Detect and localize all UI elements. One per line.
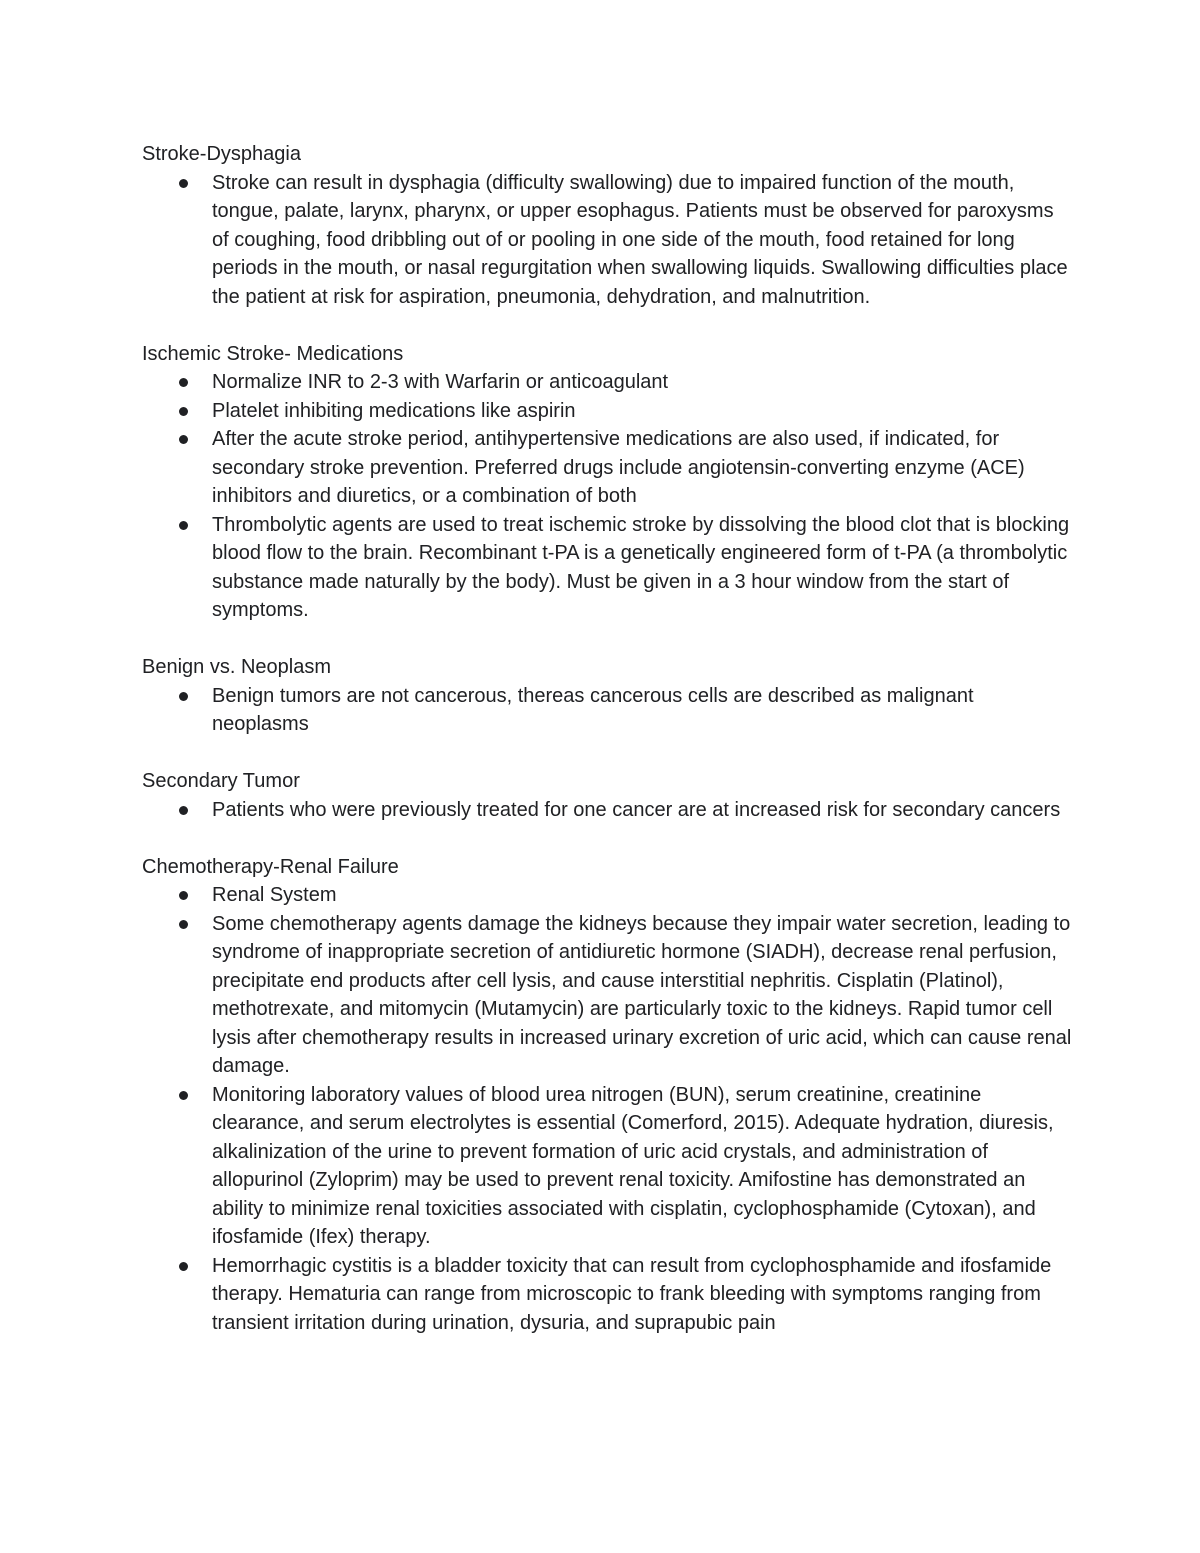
document-page — [142, 140, 1072, 1366]
section-stroke-dysphagia — [142, 140, 1072, 311]
section-heading: Ischemic Stroke- Medications — [142, 342, 404, 365]
bullet-icon — [179, 378, 188, 387]
section-heading: Chemotherapy-Renal Failure — [142, 855, 399, 878]
list-item — [142, 368, 1072, 397]
bullet-icon — [179, 1091, 188, 1100]
section-benign-vs-neoplasm — [142, 653, 1072, 739]
list-item-text: Benign tumors are not cancerous, thereas cancerous cells are described as malignant neoplasms — [212, 684, 974, 735]
list-item — [142, 1252, 1072, 1338]
list-item — [142, 425, 1072, 511]
bullet-list — [142, 368, 1072, 625]
section-ischemic-stroke-medications — [142, 340, 1072, 625]
list-item — [142, 881, 1072, 910]
bullet-icon — [179, 521, 188, 530]
list-item-text: After the acute stroke period, antihypertensive medications are also used, if indicated, for secondary stroke prevention. Preferred drugs include angiotensin-converting enzyme (ACE) inhibitors and diuretics, or a combination of both — [212, 428, 1025, 507]
bullet-list — [142, 881, 1072, 1337]
section-secondary-tumor — [142, 767, 1072, 824]
bullet-icon — [179, 1262, 188, 1271]
list-item-text: Patients who were previously treated for one cancer are at increased risk for secondary cancers — [212, 798, 1061, 821]
list-item-text: Platelet inhibiting medications like aspirin — [212, 399, 576, 422]
bullet-list — [142, 169, 1072, 312]
list-item-text: Thrombolytic agents are used to treat ischemic stroke by dissolving the blood clot that is blocking blood flow to the brain. Recombinant t-PA is a genetically engineered form of t-PA (a thrombolytic substance made naturally by the body). Must be given in a 3 hour window from the start of symptoms. — [212, 513, 1070, 621]
section-heading: Benign vs. Neoplasm — [142, 656, 331, 678]
bullet-icon — [179, 692, 188, 701]
list-item-text: Stroke can result in dysphagia (difficulty swallowing) due to impaired function of the mouth, tongue, palate, larynx, pharynx, or upper esophagus. Patients must be observed for paroxysms of coughing, food dribbling out of or pooling in one side of the mouth, food retained for long periods in the mouth, or nasal regurgitation when swallowing liquids. Swallowing difficulties place the patient at risk for aspiration, pneumonia, dehydration, and malnutrition. — [212, 171, 1068, 308]
section-heading: Stroke-Dysphagia — [142, 143, 301, 165]
bullet-icon — [179, 179, 188, 188]
list-item-text: Renal System — [212, 884, 337, 906]
list-item-text: Normalize INR to 2-3 with Warfarin or anticoagulant — [212, 371, 669, 393]
bullet-icon — [179, 891, 188, 900]
list-item-text: Some chemotherapy agents damage the kidneys because they impair water secretion, leading to syndrome of inappropriate secretion of antidiuretic hormone (SIADH), decrease renal perfusion, precipitate end products after cell lysis, and cause interstitial nephritis. Cisplatin (Platinol), methotrexate, and mitomycin (Mutamycin) are particularly toxic to the kidneys. Rapid tumor cell lysis after chemotherapy results in increased urinary excretion of uric acid, which can cause renal damage. — [212, 912, 1072, 1077]
list-item — [142, 511, 1072, 625]
list-item-text: Monitoring laboratory values of blood urea nitrogen (BUN), serum creatinine, creatinine clearance, and serum electrolytes is essential (Comerford, 2015). Adequate hydration, diuresis, alkalinization of the urine to prevent formation of uric acid crystals, and administration of allopurinol (Zyloprim) may be used to prevent renal toxicity. Amifostine has demonstrated an ability to minimize renal toxicities associated with cisplatin, cyclophosphamide (Cytoxan), and ifosfamide (Ifex) therapy. — [212, 1083, 1054, 1248]
list-item — [142, 796, 1072, 825]
bullet-list — [142, 796, 1072, 825]
list-item — [142, 397, 1072, 426]
bullet-icon — [179, 435, 188, 444]
bullet-icon — [179, 407, 188, 416]
section-heading: Secondary Tumor — [142, 770, 300, 792]
bullet-list — [142, 682, 1072, 739]
list-item-text: Hemorrhagic cystitis is a bladder toxicity that can result from cyclophosphamide and ifosfamide therapy. Hematuria can range from microscopic to frank bleeding with symptoms ranging from transient irritation during urination, dysuria, and suprapubic pain — [212, 1254, 1052, 1334]
section-chemotherapy-renal-failure — [142, 853, 1072, 1338]
list-item — [142, 1081, 1072, 1252]
bullet-icon — [179, 806, 188, 815]
list-item — [142, 910, 1072, 1081]
list-item — [142, 682, 1072, 739]
list-item — [142, 169, 1072, 312]
bullet-icon — [179, 920, 188, 929]
